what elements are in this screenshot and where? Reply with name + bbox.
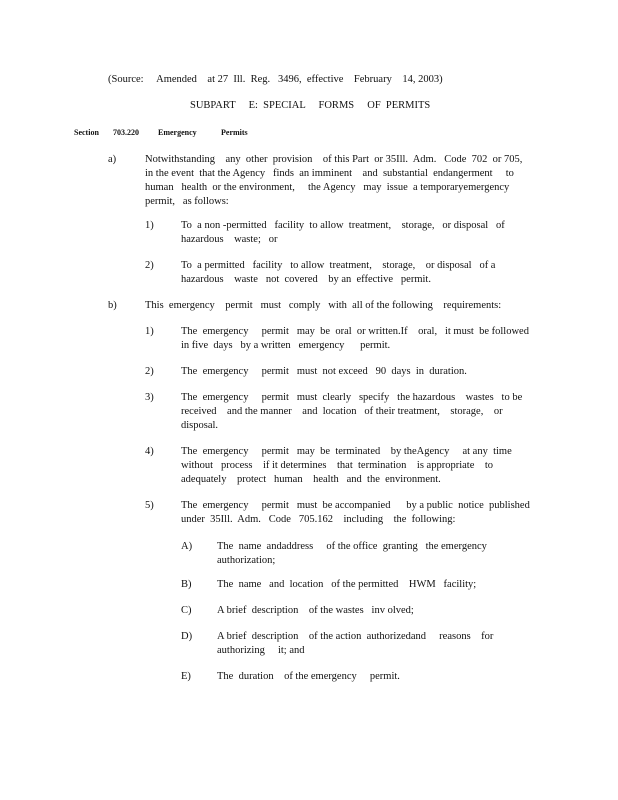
section-number: 703.220 <box>113 128 139 137</box>
text-line: adequately protect human health and the environment. <box>181 474 441 485</box>
subsubitem-text <box>217 630 557 658</box>
subsubitem-text <box>217 604 557 618</box>
subitem-text <box>181 259 561 287</box>
subsubitem-label: E) <box>181 671 191 682</box>
subitem-text <box>181 219 561 247</box>
text-line: The duration of the emergency permit. <box>217 671 400 682</box>
text-line: To a permitted facility to allow treatment, storage, or disposal of a <box>181 260 496 271</box>
subitem-label: 1) <box>145 326 154 337</box>
text-line: The emergency permit may be oral or written.If oral, it must be followed <box>181 326 529 337</box>
subitem-label: 5) <box>145 500 154 511</box>
item-text <box>145 299 585 313</box>
item-text <box>145 153 585 209</box>
subitem-label: 4) <box>145 446 154 457</box>
text-line: permit, as follows: <box>145 196 229 207</box>
text-line: The name andaddress of the office granting the emergency <box>217 541 487 552</box>
subitem-text <box>181 499 561 527</box>
subitem-label: 2) <box>145 260 154 271</box>
section-word: Section <box>74 128 99 137</box>
text-line: Notwithstanding any other provision of this Part or 35Ill. Adm. Code 702 or 705, <box>145 154 523 165</box>
text-line: A brief description of the action authorizedand reasons for <box>217 631 494 642</box>
section-title-emergency: Emergency <box>158 128 197 137</box>
text-line: The name and location of the permitted HWM facility; <box>217 579 477 590</box>
text-line: hazardous waste; or <box>181 234 278 245</box>
subsubitem-label: A) <box>181 541 193 552</box>
text-line: without process if it determines that termination is appropriate to <box>181 460 494 471</box>
subsubitem-text <box>217 578 557 592</box>
text-line: To a non -permitted facility to allow treatment, storage, or disposal of <box>181 220 505 231</box>
subitem-label: 3) <box>145 392 154 403</box>
subitem-text <box>181 325 561 353</box>
text-line: A brief description of the wastes inv olved; <box>217 605 414 616</box>
subsubitem-text <box>217 670 557 684</box>
text-line: authorizing it; and <box>217 645 305 656</box>
text-line: The emergency permit may be terminated by theAgency at any time <box>181 446 512 457</box>
subsubitem-text <box>217 540 557 568</box>
text-line: in the event that the Agency finds an imminent and substantial endangerment to <box>145 168 514 179</box>
text-line: The emergency permit must be accompanied by a public notice published <box>181 500 530 511</box>
subpart-heading: SUBPART E: SPECIAL FORMS OF PERMITS <box>190 100 431 111</box>
text-line: human health or the environment, the Agency may issue a temporaryemergency <box>145 182 510 193</box>
subitem-text <box>181 445 561 487</box>
text-line: received and the manner and location of their treatment, storage, or <box>181 406 503 417</box>
subsubitem-label: D) <box>181 631 193 642</box>
text-line: disposal. <box>181 420 219 431</box>
text-line: hazardous waste not covered by an effective permit. <box>181 274 431 285</box>
subitem-text <box>181 365 561 379</box>
subsubitem-label: B) <box>181 579 192 590</box>
text-line: authorization; <box>217 555 276 566</box>
subitem-label: 1) <box>145 220 154 231</box>
text-line: The emergency permit must not exceed 90 days in duration. <box>181 366 467 377</box>
source-note: (Source: Amended at 27 Ill. Reg. 3496, effective February 14, 2003) <box>108 74 443 85</box>
item-label: a) <box>108 154 117 165</box>
text-line: in five days by a written emergency permit. <box>181 340 391 351</box>
subsubitem-label: C) <box>181 605 192 616</box>
text-line: under 35Ill. Adm. Code 705.162 including the following: <box>181 514 456 525</box>
subitem-text <box>181 391 561 433</box>
section-title-permits: Permits <box>221 128 248 137</box>
subitem-label: 2) <box>145 366 154 377</box>
text-line: The emergency permit must clearly specify the hazardous wastes to be <box>181 392 523 403</box>
item-label: b) <box>108 300 117 311</box>
text-line: This emergency permit must comply with all of the following requirements: <box>145 300 502 311</box>
